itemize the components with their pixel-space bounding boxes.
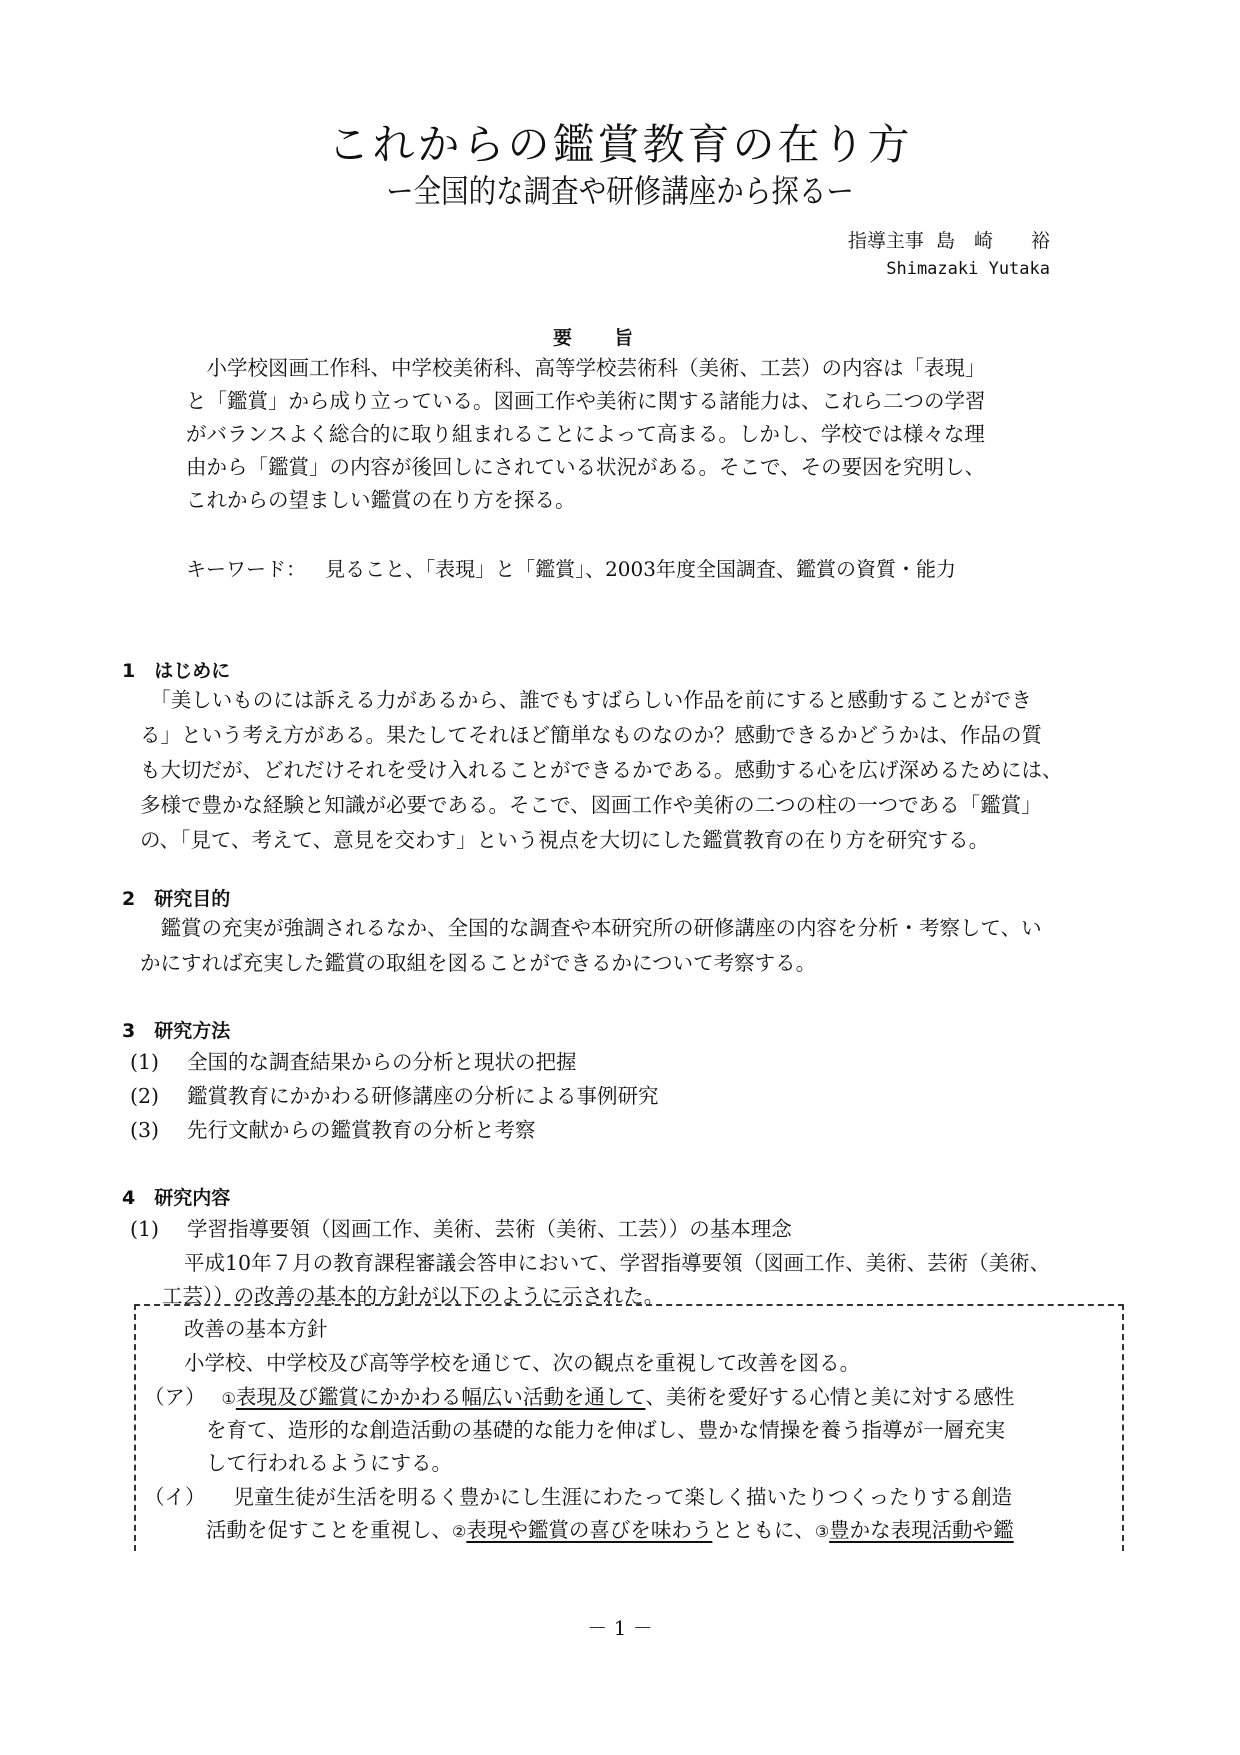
author-line [848, 226, 1050, 253]
body-line: 工芸））の改善の基本的方針が以下のように示された。 [162, 1284, 665, 1308]
body-line: かにすれば充実した鑑賞の取組を図ることができるかについて考察する。 [140, 951, 817, 975]
item-number: (2) [130, 1084, 160, 1108]
circled-number: ② [452, 1522, 467, 1541]
policy-a-text: 、美術を愛好する心情と美に対する感性 [645, 1385, 1015, 1409]
keywords-line [186, 553, 956, 582]
policy-a-label: （ア） [144, 1385, 206, 1409]
body-line: 「美しいものには訴える力があるから、誰でもすばらしい作品を前にすると感動することができ [140, 688, 1032, 712]
box-title: 改善の基本方針 [184, 1317, 328, 1341]
item-text: 全国的な調査結果からの分析と現状の把握 [187, 1050, 577, 1074]
document-subtitle: ー全国的な調査や研修講座から探るー [386, 172, 854, 210]
page-number: － 1 － [587, 1616, 653, 1640]
document-title: これからの鑑賞教育の在り方 [327, 120, 913, 169]
policy-i-line-2 [206, 1513, 1014, 1543]
author-role: 指導主事 [847, 230, 924, 252]
section-heading-2: 2 研究目的 [122, 888, 231, 910]
item-text: 鑑賞教育にかかわる研修講座の分析による事例研究 [187, 1084, 659, 1108]
underlined-phrase: 表現や鑑賞の喜びを味わう [466, 1518, 713, 1542]
box-intro: 小学校、中学校及び高等学校を通じて、次の観点を重視して改善を図る。 [184, 1351, 861, 1375]
abstract-line: 由から「鑑賞」の内容が後回しにされている状況がある。そこで、その要因を究明し、 [186, 455, 986, 479]
underlined-phrase: 表現及び鑑賞にかかわる幅広い活動を通して [235, 1385, 646, 1409]
body-line: る」という考え方がある。果たしてそれほど簡単なものなのか？感動できるかどうかは、作品の質 [140, 723, 1042, 747]
item-number: (1) [130, 1050, 160, 1074]
body-line: 平成10年７月の教育課程審議会答申において、学習指導要領（図画工作、美術、芸術（美術、 [184, 1251, 1051, 1275]
method-item [130, 1113, 536, 1143]
policy-a-line-2: を育て、造形的な創造活動の基礎的な能力を伸ばし、豊かな情操を養う指導が一層充実 [206, 1418, 1006, 1442]
keywords-label: キーワード： [186, 557, 306, 581]
author-romaji: Shimazaki Yutaka [886, 259, 1050, 279]
item-number: (3) [130, 1118, 160, 1142]
section-1-body [140, 683, 1120, 858]
body-line: も大切だが、どれだけそれを受け入れることができるかである。感動する心を広げ深めるためには、 [140, 758, 1063, 782]
body-line: 多様で豊かな経験と知識が必要である。そこで、図画工作や美術の二つの柱の一つである「鑑賞」 [140, 793, 1042, 817]
item-text: 先行文献からの鑑賞教育の分析と考察 [187, 1118, 536, 1142]
body-line: 鑑賞の充実が強調されるなか、全国的な調査や本研究所の研修講座の内容を分析・考察して、い [140, 916, 1042, 940]
author-name: 島 崎 裕 [935, 230, 1050, 252]
policy-i-text: 児童生徒が生活を明るく豊かにし生涯にわたって楽しく描いたりつくったりする創造 [233, 1485, 1013, 1509]
section-heading-4: 4 研究内容 [122, 1187, 231, 1209]
policy-i-label: （イ） [144, 1485, 206, 1509]
abstract-heading: 要旨 [553, 327, 676, 349]
abstract-line: と「鑑賞」から成り立っている。図画工作や美術に関する諸能力は、これら二つの学習 [186, 389, 986, 413]
content-item-1 [130, 1212, 792, 1242]
abstract-line: これからの望ましい鑑賞の在り方を探る。 [186, 488, 576, 512]
policy-i-text: 活動を促すことを重視し、 [206, 1518, 452, 1542]
section-heading-3: 3 研究方法 [122, 1020, 231, 1042]
circled-number: ③ [814, 1522, 830, 1541]
policy-i-line-1 [144, 1480, 1012, 1510]
abstract-line: 小学校図画工作科、中学校美術科、高等学校芸術科（美術、工芸）の内容は「表現」 [186, 356, 986, 380]
method-item [130, 1079, 659, 1109]
section-2-body [140, 911, 1120, 981]
policy-a-line-3: して行われるようにする。 [206, 1451, 452, 1475]
abstract-body [186, 352, 1062, 517]
item-number: (1) [130, 1217, 160, 1241]
policy-a-line-1 [144, 1380, 1014, 1410]
underlined-phrase: 豊かな表現活動や鑑 [829, 1518, 1014, 1542]
item-title: 学習指導要領（図画工作、美術、芸術（美術、工芸））の基本理念 [187, 1217, 792, 1241]
abstract-line: がバランスよく総合的に取り組まれることによって高まる。しかし、学校では様々な理 [186, 422, 985, 446]
keywords-text: 見ること、「表現」と「鑑賞」、2003年度全国調査、鑑賞の資質・能力 [325, 557, 956, 581]
policy-i-text: とともに、 [712, 1518, 815, 1542]
circled-number: ① [221, 1389, 236, 1408]
method-item [130, 1045, 577, 1075]
section-heading-1: 1 はじめに [122, 660, 231, 682]
body-line: の、「見て、考えて、意見を交わす」という視点を大切にした鑑賞教育の在り方を研究する。 [140, 828, 990, 852]
